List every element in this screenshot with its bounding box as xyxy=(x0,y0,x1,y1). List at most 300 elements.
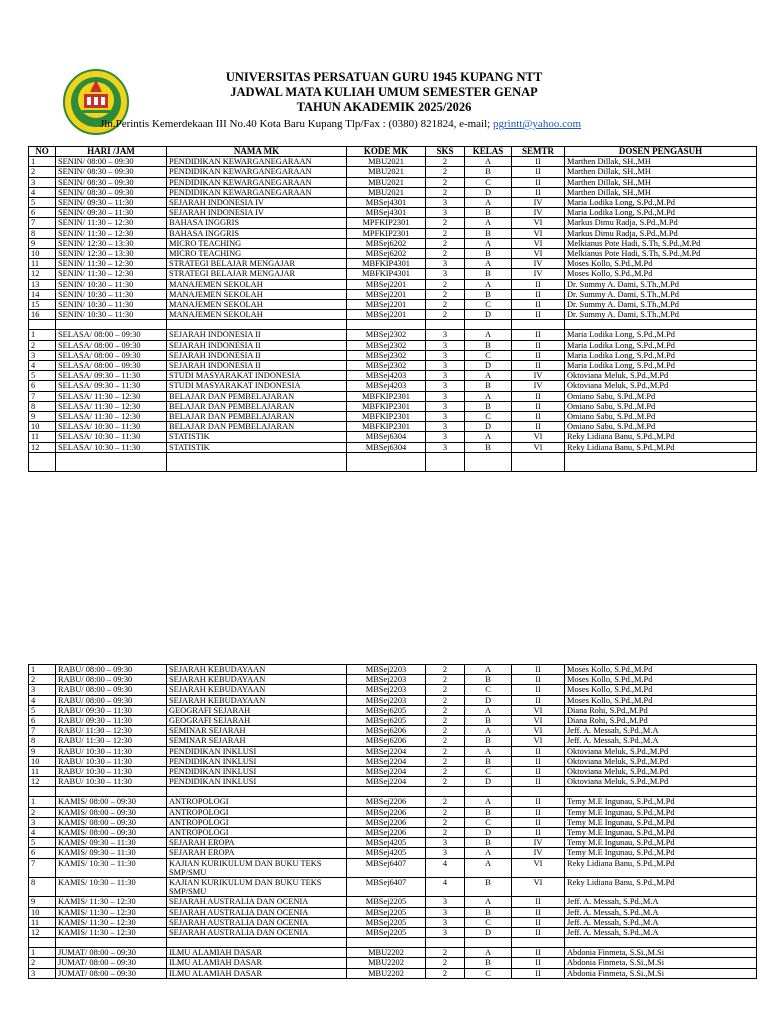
cell-semester: VI xyxy=(512,726,565,736)
cell-credits: 2 xyxy=(426,958,465,968)
cell-lecturer: Abdonia Finmeta, S.Si.,M.Si xyxy=(565,968,757,978)
col-header-code: KODE MK xyxy=(347,147,426,157)
cell-no: 8 xyxy=(29,228,56,238)
empty-cell xyxy=(29,787,56,797)
table-row xyxy=(29,746,757,756)
cell-class: B xyxy=(465,381,512,391)
cell-class: D xyxy=(465,928,512,938)
cell-credits: 3 xyxy=(426,432,465,442)
cell-code: MBSej2201 xyxy=(347,300,426,310)
cell-class: D xyxy=(465,310,512,320)
cell-semester: II xyxy=(512,340,565,350)
cell-course: KAJIAN KURIKULUM DAN BUKU TEKS SMP/SMU xyxy=(167,878,347,897)
cell-code: MBSej2204 xyxy=(347,746,426,756)
cell-course: SEJARAH KEBUDAYAAN xyxy=(167,685,347,695)
table-row xyxy=(29,968,757,978)
cell-semester: VI xyxy=(512,716,565,726)
cell-code: MBSej2302 xyxy=(347,330,426,340)
cell-class: C xyxy=(465,968,512,978)
table-row xyxy=(29,878,757,897)
empty-cell xyxy=(512,320,565,330)
cell-course: PENDIDIKAN KEWARGANEGARAAN xyxy=(167,177,347,187)
table-row xyxy=(29,218,757,228)
cell-course: SEJARAH AUSTRALIA DAN OCENIA xyxy=(167,928,347,938)
cell-no: 7 xyxy=(29,726,56,736)
cell-lecturer: Temy M.E Ingunau, S.Pd.,M.Pd xyxy=(565,817,757,827)
cell-day-time: SENIN/ 10:30 – 11:30 xyxy=(56,279,167,289)
cell-no: 12 xyxy=(29,777,56,787)
cell-semester: II xyxy=(512,746,565,756)
table-row xyxy=(29,310,757,320)
cell-lecturer: Omiano Sabu, S.Pd.,M.Pd xyxy=(565,391,757,401)
cell-day-time: SENIN/ 10:30 – 11:30 xyxy=(56,300,167,310)
cell-no: 7 xyxy=(29,218,56,228)
cell-lecturer: Jeff. A. Messah, S.Pd.,M.A xyxy=(565,726,757,736)
cell-no: 1 xyxy=(29,157,56,167)
cell-no: 5 xyxy=(29,838,56,848)
cell-code: MBSej6205 xyxy=(347,716,426,726)
cell-no: 1 xyxy=(29,948,56,958)
cell-credits: 2 xyxy=(426,675,465,685)
cell-credits: 3 xyxy=(426,381,465,391)
empty-cell xyxy=(56,452,167,471)
cell-no: 15 xyxy=(29,300,56,310)
cell-course: STUDI MASYARAKAT INDONESIA xyxy=(167,381,347,391)
cell-course: SEJARAH INDONESIA IV xyxy=(167,208,347,218)
cell-code: MBFKIP2301 xyxy=(347,422,426,432)
cell-day-time: SENIN/ 10:30 – 11:30 xyxy=(56,310,167,320)
table-row xyxy=(29,917,757,927)
cell-day-time: SENIN/ 11:30 – 12:30 xyxy=(56,269,167,279)
university-name: UNIVERSITAS PERSATUAN GURU 1945 KUPANG NTT xyxy=(225,70,543,84)
cell-lecturer: Melkianus Pote Hadi, S.Th, S.Pd.,M.Pd xyxy=(565,238,757,248)
cell-course: SEJARAH INDONESIA II xyxy=(167,350,347,360)
cell-class: A xyxy=(465,157,512,167)
cell-course: GEOGRAFI SEJARAH xyxy=(167,705,347,715)
cell-no: 2 xyxy=(29,167,56,177)
cell-credits: 3 xyxy=(426,361,465,371)
cell-day-time: SENIN/ 10:30 – 11:30 xyxy=(56,289,167,299)
cell-course: SEMINAR SEJARAH xyxy=(167,726,347,736)
cell-course: STRATEGI BELAJAR MENGAJAR xyxy=(167,259,347,269)
cell-no: 10 xyxy=(29,907,56,917)
cell-course: SEJARAH AUSTRALIA DAN OCENIA xyxy=(167,907,347,917)
empty-cell xyxy=(56,938,167,948)
cell-class: A xyxy=(465,391,512,401)
cell-lecturer: Dr. Summy A. Dami, S.Th.,M.Pd xyxy=(565,310,757,320)
cell-day-time: SELASA/ 11:30 – 12:30 xyxy=(56,401,167,411)
cell-no: 4 xyxy=(29,695,56,705)
cell-course: SEJARAH AUSTRALIA DAN OCENIA xyxy=(167,917,347,927)
cell-course: ILMU ALAMIAH DASAR xyxy=(167,958,347,968)
cell-class: D xyxy=(465,828,512,838)
cell-semester: IV xyxy=(512,198,565,208)
cell-credits: 3 xyxy=(426,340,465,350)
cell-lecturer: Abdonia Finmeta, S.Si.,M.Si xyxy=(565,958,757,968)
cell-class: A xyxy=(465,705,512,715)
cell-credits: 2 xyxy=(426,767,465,777)
cell-no: 9 xyxy=(29,897,56,907)
cell-day-time: RABU/ 11:30 – 12:30 xyxy=(56,736,167,746)
cell-lecturer: Jeff. A. Messah, S.Pd.,M.A xyxy=(565,917,757,927)
cell-lecturer: Oktoviana Meluk, S.Pd.,M.Pd xyxy=(565,777,757,787)
cell-course: BAHASA INGGRIS xyxy=(167,218,347,228)
cell-no: 8 xyxy=(29,878,56,897)
separator-row xyxy=(29,938,757,948)
cell-course: ANTROPOLOGI xyxy=(167,828,347,838)
cell-class: B xyxy=(465,807,512,817)
cell-course: BELAJAR DAN PEMBELAJARAN xyxy=(167,422,347,432)
cell-course: SEJARAH INDONESIA IV xyxy=(167,198,347,208)
cell-lecturer: Diana Rohi, S.Pd.,M.Pd xyxy=(565,705,757,715)
cell-course: ANTROPOLOGI xyxy=(167,797,347,807)
cell-semester: II xyxy=(512,767,565,777)
address-text: Jln.Perintis Kemerdekaan III No.40 Kota Baru Kupang Tlp/Fax : (0380) 821824, e-mail; xyxy=(100,118,493,130)
table-row xyxy=(29,187,757,197)
cell-no: 9 xyxy=(29,412,56,422)
cell-day-time: SENIN/ 08:30 – 09:30 xyxy=(56,187,167,197)
cell-code: MBSej2206 xyxy=(347,817,426,827)
table-row xyxy=(29,432,757,442)
cell-no: 8 xyxy=(29,736,56,746)
cell-day-time: SENIN/ 11:30 – 12:30 xyxy=(56,259,167,269)
cell-no: 6 xyxy=(29,381,56,391)
table-row xyxy=(29,897,757,907)
cell-lecturer: Maria Lodika Long, S.Pd.,M.Pd xyxy=(565,361,757,371)
cell-day-time: SELASA/ 09:30 – 11:30 xyxy=(56,371,167,381)
cell-day-time: RABU/ 08:00 – 09:30 xyxy=(56,685,167,695)
cell-lecturer: Moses Kollo, S.Pd.,M.Pd xyxy=(565,685,757,695)
cell-credits: 2 xyxy=(426,289,465,299)
cell-code: MBU2021 xyxy=(347,167,426,177)
cell-no: 10 xyxy=(29,249,56,259)
cell-lecturer: Omiano Sabu, S.Pd.,M.Pd xyxy=(565,412,757,422)
cell-semester: IV xyxy=(512,259,565,269)
table-row xyxy=(29,838,757,848)
cell-credits: 3 xyxy=(426,422,465,432)
cell-day-time: SELASA/ 10:30 – 11:30 xyxy=(56,432,167,442)
empty-cell xyxy=(347,938,426,948)
cell-no: 3 xyxy=(29,350,56,360)
cell-semester: IV xyxy=(512,208,565,218)
cell-credits: 2 xyxy=(426,177,465,187)
cell-credits: 2 xyxy=(426,249,465,259)
cell-course: BELAJAR DAN PEMBELAJARAN xyxy=(167,401,347,411)
cell-day-time: SENIN/ 11:30 – 12:30 xyxy=(56,218,167,228)
cell-class: B xyxy=(465,958,512,968)
table-row xyxy=(29,330,757,340)
email-link[interactable]: pgrintt@yahoo.com xyxy=(492,118,582,130)
table-row xyxy=(29,797,757,807)
cell-class: B xyxy=(465,838,512,848)
cell-day-time: KAMIS/ 08:00 – 09:30 xyxy=(56,797,167,807)
cell-credits: 2 xyxy=(426,685,465,695)
cell-semester: II xyxy=(512,817,565,827)
cell-no: 9 xyxy=(29,238,56,248)
cell-day-time: SENIN/ 08:30 – 09:30 xyxy=(56,167,167,177)
cell-class: B xyxy=(465,249,512,259)
cell-semester: IV xyxy=(512,269,565,279)
table-row xyxy=(29,167,757,177)
cell-credits: 2 xyxy=(426,746,465,756)
cell-course: PENDIDIKAN KEWARGANEGARAAN xyxy=(167,157,347,167)
cell-course: SEJARAH INDONESIA II xyxy=(167,330,347,340)
cell-no: 1 xyxy=(29,665,56,675)
cell-day-time: SELASA/ 08:00 – 09:30 xyxy=(56,361,167,371)
cell-semester: II xyxy=(512,350,565,360)
cell-class: A xyxy=(465,858,512,877)
cell-day-time: RABU/ 10:30 – 11:30 xyxy=(56,746,167,756)
cell-code: MBSej6304 xyxy=(347,442,426,452)
cell-credits: 3 xyxy=(426,330,465,340)
cell-class: B xyxy=(465,736,512,746)
cell-code: MBSej2204 xyxy=(347,777,426,787)
cell-code: MBSej6407 xyxy=(347,858,426,877)
cell-class: B xyxy=(465,907,512,917)
cell-lecturer: Oktoviana Meluk, S.Pd.,M.Pd xyxy=(565,767,757,777)
cell-day-time: SENIN/ 09:30 – 11:30 xyxy=(56,198,167,208)
cell-course: ANTROPOLOGI xyxy=(167,807,347,817)
cell-no: 10 xyxy=(29,422,56,432)
cell-no: 2 xyxy=(29,340,56,350)
cell-no: 1 xyxy=(29,330,56,340)
cell-course: ANTROPOLOGI xyxy=(167,817,347,827)
cell-no: 4 xyxy=(29,828,56,838)
empty-cell xyxy=(512,787,565,797)
table-row xyxy=(29,198,757,208)
empty-cell xyxy=(465,320,512,330)
cell-course: PENDIDIKAN INKLUSI xyxy=(167,756,347,766)
table-row xyxy=(29,807,757,817)
cell-class: A xyxy=(465,218,512,228)
cell-lecturer: Temy M.E Ingunau, S.Pd.,M.Pd xyxy=(565,797,757,807)
table-row xyxy=(29,289,757,299)
cell-no: 13 xyxy=(29,279,56,289)
col-header-class: KELAS xyxy=(465,147,512,157)
cell-code: MBSej4203 xyxy=(347,381,426,391)
cell-code: MBSej2205 xyxy=(347,897,426,907)
cell-code: MBU2202 xyxy=(347,948,426,958)
cell-course: GEOGRAFI SEJARAH xyxy=(167,716,347,726)
separator-row xyxy=(29,320,757,330)
cell-day-time: SENIN/ 12:30 – 13:30 xyxy=(56,238,167,248)
cell-credits: 4 xyxy=(426,858,465,877)
cell-class: A xyxy=(465,665,512,675)
cell-credits: 2 xyxy=(426,238,465,248)
cell-day-time: SELASA/ 10:30 – 11:30 xyxy=(56,422,167,432)
cell-day-time: SENIN/ 12:30 – 13:30 xyxy=(56,249,167,259)
cell-code: MBSej4205 xyxy=(347,838,426,848)
schedule-title: JADWAL MATA KULIAH UMUM SEMESTER GENAP xyxy=(230,85,538,99)
cell-semester: II xyxy=(512,412,565,422)
cell-day-time: KAMIS/ 09:30 – 11:30 xyxy=(56,848,167,858)
table-row xyxy=(29,726,757,736)
cell-course: MANAJEMEN SEKOLAH xyxy=(167,310,347,320)
cell-semester: II xyxy=(512,187,565,197)
table-header-row xyxy=(29,147,757,157)
cell-class: A xyxy=(465,746,512,756)
cell-semester: II xyxy=(512,167,565,177)
cell-lecturer: Maria Lodika Long, S.Pd.,M.Pd xyxy=(565,330,757,340)
cell-semester: II xyxy=(512,279,565,289)
cell-code: MBSej6202 xyxy=(347,238,426,248)
cell-semester: II xyxy=(512,777,565,787)
cell-code: MBFKIP4301 xyxy=(347,269,426,279)
cell-no: 9 xyxy=(29,746,56,756)
cell-course: SEJARAH EROPA xyxy=(167,848,347,858)
cell-class: C xyxy=(465,412,512,422)
empty-cell xyxy=(167,320,347,330)
cell-code: MBSej6206 xyxy=(347,736,426,746)
cell-lecturer: Reky Lidiana Banu, S.Pd.,M.Pd xyxy=(565,878,757,897)
cell-semester: II xyxy=(512,797,565,807)
cell-code: MBSej6202 xyxy=(347,249,426,259)
cell-no: 3 xyxy=(29,817,56,827)
cell-day-time: KAMIS/ 11:30 – 12:30 xyxy=(56,907,167,917)
cell-class: D xyxy=(465,422,512,432)
table-row xyxy=(29,767,757,777)
table-row xyxy=(29,858,757,877)
cell-semester: IV xyxy=(512,371,565,381)
cell-class: B xyxy=(465,675,512,685)
cell-semester: II xyxy=(512,675,565,685)
cell-no: 6 xyxy=(29,716,56,726)
cell-course: ILMU ALAMIAH DASAR xyxy=(167,948,347,958)
cell-day-time: SELASA/ 11:30 – 12:30 xyxy=(56,391,167,401)
cell-credits: 2 xyxy=(426,777,465,787)
cell-no: 8 xyxy=(29,401,56,411)
table-row xyxy=(29,401,757,411)
schedule-table-wednesday-friday xyxy=(28,664,757,979)
empty-cell xyxy=(565,452,757,471)
cell-code: MBSej4301 xyxy=(347,208,426,218)
cell-course: PENDIDIKAN INKLUSI xyxy=(167,777,347,787)
table-row xyxy=(29,665,757,675)
cell-credits: 2 xyxy=(426,167,465,177)
cell-day-time: RABU/ 09:30 – 11:30 xyxy=(56,705,167,715)
empty-cell xyxy=(465,787,512,797)
cell-no: 11 xyxy=(29,767,56,777)
cell-lecturer: Marthen Dillak, SH.,MH xyxy=(565,177,757,187)
table-row xyxy=(29,442,757,452)
cell-lecturer: Omiano Sabu, S.Pd.,M.Pd xyxy=(565,401,757,411)
cell-lecturer: Dr. Summy A. Dami, S.Th.,M.Pd xyxy=(565,300,757,310)
cell-semester: II xyxy=(512,917,565,927)
cell-no: 5 xyxy=(29,371,56,381)
table-row xyxy=(29,208,757,218)
cell-lecturer: Moses Kollo, S.Pd.,M.Pd xyxy=(565,695,757,705)
cell-credits: 3 xyxy=(426,371,465,381)
cell-semester: II xyxy=(512,907,565,917)
cell-code: MBSej2201 xyxy=(347,310,426,320)
table-row xyxy=(29,695,757,705)
cell-semester: VI xyxy=(512,858,565,877)
cell-code: MBU2202 xyxy=(347,968,426,978)
table-row xyxy=(29,777,757,787)
cell-code: MBSej2206 xyxy=(347,828,426,838)
cell-credits: 3 xyxy=(426,897,465,907)
cell-credits: 2 xyxy=(426,157,465,167)
cell-code: MBU2021 xyxy=(347,187,426,197)
cell-day-time: SENIN/ 08:30 – 09:30 xyxy=(56,177,167,187)
cell-class: A xyxy=(465,726,512,736)
cell-no: 12 xyxy=(29,928,56,938)
cell-no: 7 xyxy=(29,858,56,877)
table-row xyxy=(29,928,757,938)
cell-credits: 2 xyxy=(426,279,465,289)
cell-credits: 2 xyxy=(426,228,465,238)
cell-class: C xyxy=(465,300,512,310)
empty-cell xyxy=(167,787,347,797)
cell-credits: 2 xyxy=(426,736,465,746)
table-row xyxy=(29,948,757,958)
cell-course: KAJIAN KURIKULUM DAN BUKU TEKS SMP/SMU xyxy=(167,858,347,877)
cell-code: MBSej2206 xyxy=(347,797,426,807)
cell-code: MBSej2203 xyxy=(347,675,426,685)
cell-class: B xyxy=(465,167,512,177)
cell-code: MBSej2205 xyxy=(347,917,426,927)
cell-no: 7 xyxy=(29,391,56,401)
cell-lecturer: Omiano Sabu, S.Pd.,M.Pd xyxy=(565,422,757,432)
table-row xyxy=(29,381,757,391)
cell-course: SEJARAH AUSTRALIA DAN OCENIA xyxy=(167,897,347,907)
empty-cell xyxy=(167,452,347,471)
cell-day-time: KAMIS/ 08:00 – 09:30 xyxy=(56,828,167,838)
cell-day-time: KAMIS/ 11:30 – 12:30 xyxy=(56,917,167,927)
cell-day-time: SELASA/ 10:30 – 11:30 xyxy=(56,442,167,452)
cell-semester: VI xyxy=(512,442,565,452)
cell-class: A xyxy=(465,948,512,958)
cell-day-time: JUMAT/ 08:00 – 09:30 xyxy=(56,958,167,968)
cell-lecturer: Oktoviana Meluk, S.Pd.,M.Pd xyxy=(565,746,757,756)
table-row xyxy=(29,238,757,248)
cell-lecturer: Jeff. A. Messah, S.Pd.,M.A xyxy=(565,928,757,938)
cell-course: SEJARAH KEBUDAYAAN xyxy=(167,675,347,685)
cell-lecturer: Marthen Dillak, SH.,MH xyxy=(565,157,757,167)
table-row xyxy=(29,675,757,685)
cell-course: PENDIDIKAN KEWARGANEGARAAN xyxy=(167,187,347,197)
col-header-lecturer: DOSEN PENGASUH xyxy=(565,147,757,157)
cell-class: B xyxy=(465,442,512,452)
cell-lecturer: Temy M.E Ingunau, S.Pd.,M.Pd xyxy=(565,838,757,848)
cell-day-time: JUMAT/ 08:00 – 09:30 xyxy=(56,948,167,958)
cell-lecturer: Marthen Dillak, SH.,MH xyxy=(565,167,757,177)
cell-no: 3 xyxy=(29,177,56,187)
cell-code: MBSej2201 xyxy=(347,289,426,299)
cell-credits: 2 xyxy=(426,665,465,675)
cell-code: MPFKIP2301 xyxy=(347,228,426,238)
table-row xyxy=(29,828,757,838)
table-row xyxy=(29,705,757,715)
cell-lecturer: Marthen Dillak, SH.,MH xyxy=(565,187,757,197)
cell-semester: II xyxy=(512,897,565,907)
cell-lecturer: Jeff. A. Messah, S.Pd.,M.A xyxy=(565,907,757,917)
document-header xyxy=(0,0,768,140)
cell-lecturer: Markus Dimu Radja, S.Pd.,M.Pd xyxy=(565,228,757,238)
cell-code: MBSej2205 xyxy=(347,928,426,938)
cell-course: BAHASA INGGRIS xyxy=(167,228,347,238)
cell-credits: 3 xyxy=(426,208,465,218)
table-row xyxy=(29,300,757,310)
table-row xyxy=(29,259,757,269)
table-row xyxy=(29,907,757,917)
cell-code: MBSej2204 xyxy=(347,767,426,777)
table-row xyxy=(29,350,757,360)
cell-credits: 3 xyxy=(426,917,465,927)
cell-no: 6 xyxy=(29,208,56,218)
empty-cell xyxy=(347,320,426,330)
separator-row xyxy=(29,452,757,471)
